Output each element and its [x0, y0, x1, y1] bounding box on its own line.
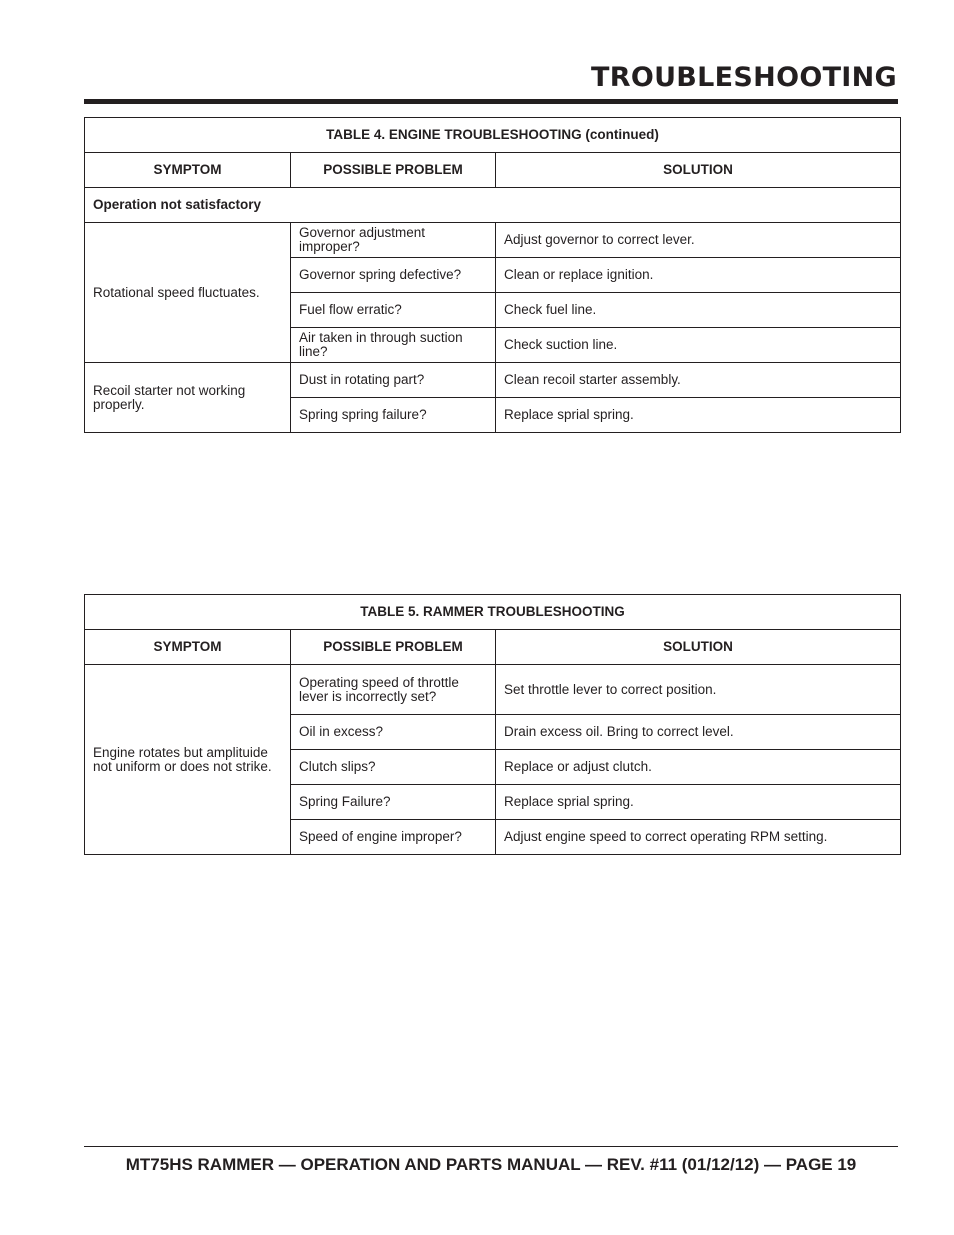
column-header-solution: SOLUTION [496, 630, 901, 665]
solution-cell: Replace or adjust clutch. [496, 750, 901, 785]
table-caption: TABLE 4. ENGINE TROUBLESHOOTING (continued) [85, 118, 901, 153]
table-row [85, 665, 901, 715]
symptom-cell: Rotational speed fluctuates. [85, 223, 291, 363]
solution-cell: Check fuel line. [496, 293, 901, 328]
footer-rule [84, 1146, 898, 1147]
solution-cell: Replace sprial spring. [496, 398, 901, 433]
column-header-possible-problem: POSSIBLE PROBLEM [291, 630, 496, 665]
problem-cell: Operating speed of throttle lever is incorrectly set? [291, 665, 496, 715]
table-row [85, 223, 901, 258]
problem-cell: Governor spring defective? [291, 258, 496, 293]
symptom-cell: Recoil starter not working properly. [85, 363, 291, 433]
section-heading: Operation not satisfactory [85, 188, 901, 223]
table-caption: TABLE 5. RAMMER TROUBLESHOOTING [85, 595, 901, 630]
solution-cell: Clean recoil starter assembly. [496, 363, 901, 398]
solution-cell: Replace sprial spring. [496, 785, 901, 820]
symptom-cell: Engine rotates but amplituide not uniform or does not strike. [85, 665, 291, 855]
solution-cell: Adjust engine speed to correct operating RPM setting. [496, 820, 901, 855]
problem-cell: Fuel flow erratic? [291, 293, 496, 328]
problem-cell: Oil in excess? [291, 715, 496, 750]
solution-cell: Clean or replace ignition. [496, 258, 901, 293]
rammer-troubleshooting-table [84, 594, 901, 855]
column-header-solution: SOLUTION [496, 153, 901, 188]
table-row [85, 363, 901, 398]
problem-cell: Spring spring failure? [291, 398, 496, 433]
column-header-symptom: SYMPTOM [85, 630, 291, 665]
page-title: TROUBLESHOOTING [591, 62, 897, 93]
solution-cell: Check suction line. [496, 328, 901, 363]
solution-cell: Drain excess oil. Bring to correct level. [496, 715, 901, 750]
problem-cell: Dust in rotating part? [291, 363, 496, 398]
solution-cell: Set throttle lever to correct position. [496, 665, 901, 715]
problem-cell: Air taken in through suction line? [291, 328, 496, 363]
title-rule [84, 99, 898, 104]
problem-cell: Clutch slips? [291, 750, 496, 785]
column-header-possible-problem: POSSIBLE PROBLEM [291, 153, 496, 188]
problem-cell: Spring Failure? [291, 785, 496, 820]
problem-cell: Speed of engine improper? [291, 820, 496, 855]
column-header-symptom: SYMPTOM [85, 153, 291, 188]
solution-cell: Adjust governor to correct lever. [496, 223, 901, 258]
engine-troubleshooting-table [84, 117, 901, 433]
page-footer: MT75HS RAMMER — OPERATION AND PARTS MANUAL — REV. #11 (01/12/12) — PAGE 19 [125, 1155, 857, 1174]
problem-cell: Governor adjustment improper? [291, 223, 496, 258]
